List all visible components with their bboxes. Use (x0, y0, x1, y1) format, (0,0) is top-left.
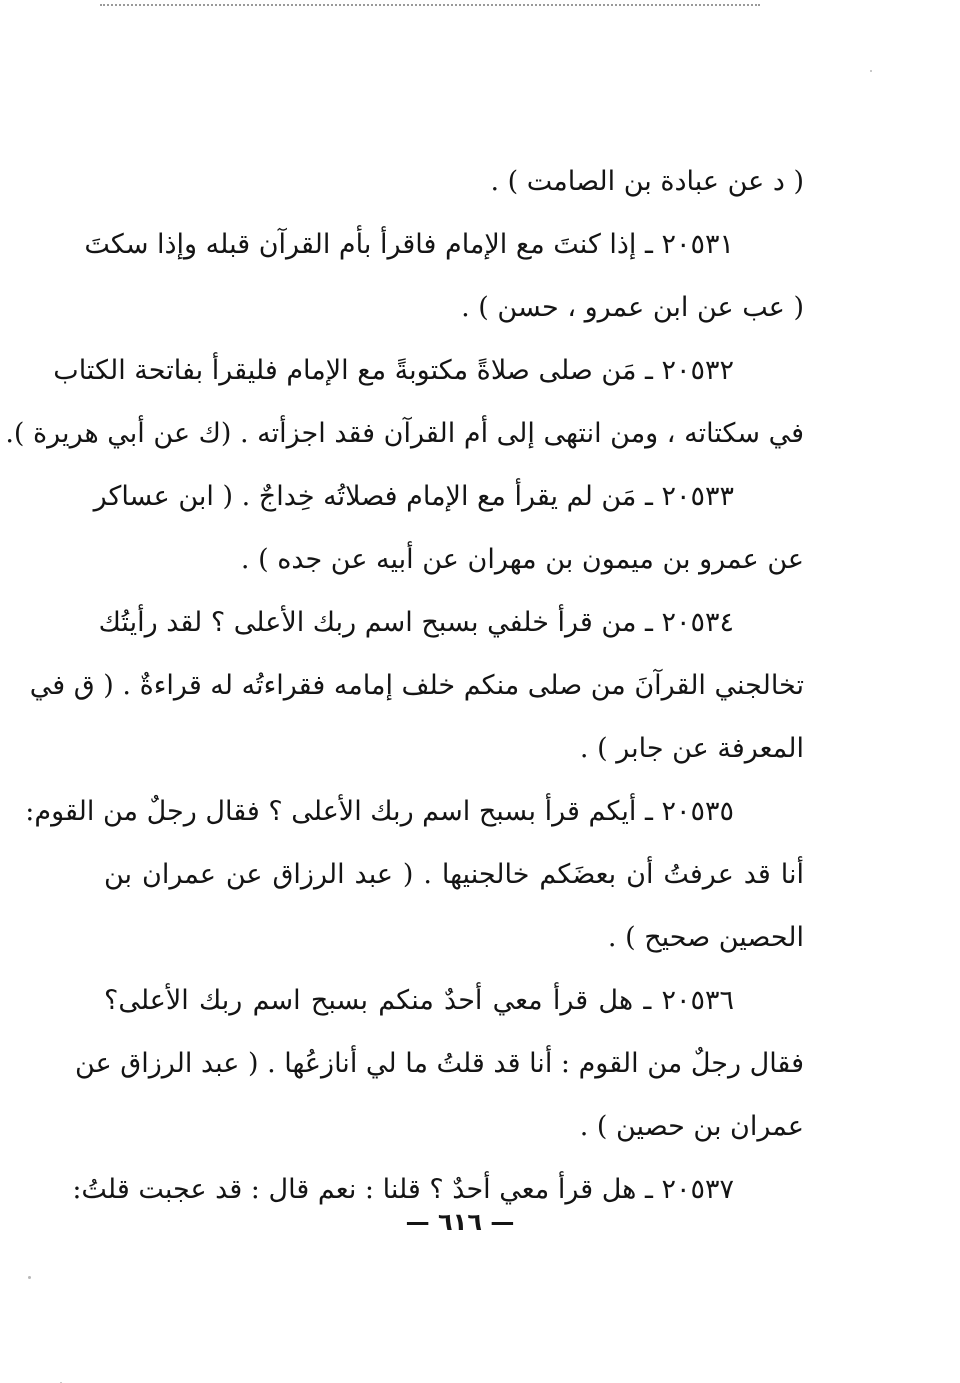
text-line: ٢٠٥٣٧ ـ هل قرأ معي أحدٌ ؟ قلنا : نعم قال : قد عجبت قلتُ: (72, 1174, 734, 1205)
scan-speck (870, 70, 872, 72)
scan-edge-rule (100, 4, 760, 6)
text-line: ( د عن عبادة بن الصامت ) . (490, 166, 804, 197)
text-line: فقال رجلٌ من القوم : أنا قد قلتُ ما لي أنازعُها . ( عبد الرزاق عن (75, 1048, 804, 1079)
text-line: ٢٠٥٣٦ ـ هل قرأ معي أحدٌ منكم بسبح اسم ربك الأعلى؟ (104, 985, 734, 1016)
hadith-text (5, 150, 804, 1221)
scan-speck (28, 1276, 31, 1279)
text-line: المعرفة عن جابر ) . (579, 733, 804, 764)
text-line: ٢٠٥٣١ ـ إذا كنتَ مع الإمام فاقرأ بأم القرآن قبله وإذا سكتَ (84, 229, 734, 260)
text-line: عمران بن حصين ) . (579, 1111, 804, 1142)
text-line: ٢٠٥٣٣ ـ مَن لم يقرأ مع الإمام فصلاتُه خِداجٌ . ( ابن عساكر (93, 481, 734, 512)
text-line: ٢٠٥٣٢ ـ مَن صلى صلاةً مكتوبةً مع الإمام فليقرأ بفاتحة الكتاب (53, 355, 734, 386)
text-line: عن عمرو بن ميمون بن مهران عن أبيه عن جده ) . (240, 544, 804, 575)
text-line: ٢٠٥٣٥ ـ أيكم قرأ بسبح اسم ربك الأعلى ؟ فقال رجلٌ من القوم: (25, 796, 734, 827)
text-line: ٢٠٥٣٤ ـ من قرأ خلفي بسبح اسم ربك الأعلى ؟ لقد رأيتُك (98, 607, 734, 638)
page-number: — ٦١٦ — (405, 1208, 515, 1236)
text-line: ( عب عن ابن عمرو ، حسن ) . (461, 292, 804, 323)
text-line: في سكتاته ، ومن انتهى إلى أم القرآن فقد اجزأته . (ك عن أبي هريرة ). (5, 418, 804, 449)
text-line: أنا قد عرفتُ أن بعضَكم خالجنيها . ( عبد الرزاق عن عمران بن (104, 859, 804, 890)
text-line: الحصين صحيح ) . (607, 922, 804, 953)
text-line: تخالجني القرآنَ من صلى منكم خلف إمامه فقراءتُه له قراءةٌ . ( ق في (29, 670, 804, 701)
